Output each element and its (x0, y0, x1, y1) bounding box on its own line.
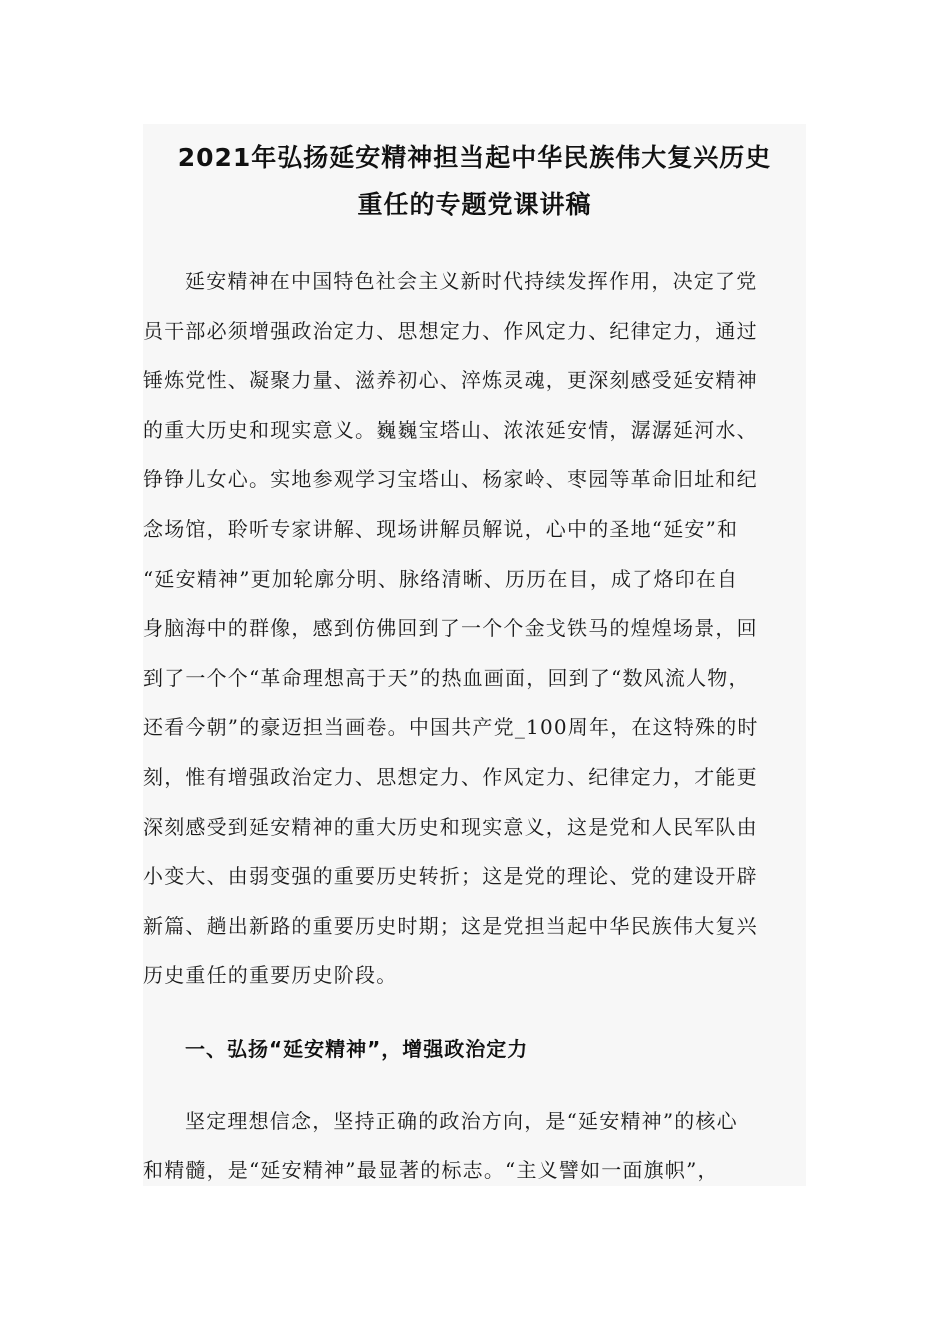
paragraph-line: 新篇、趟出新路的重要历史时期；这是党担当起中华民族伟大复兴 (143, 913, 758, 938)
paragraph-section-1 (143, 1097, 806, 1187)
paragraph-intro (143, 257, 806, 1001)
paragraph-line: 员干部必须增强政治定力、思想定力、作风定力、纪律定力，通过 (143, 318, 758, 343)
title-line-2: 重任的专题党课讲稿 (357, 190, 592, 219)
paragraph-line: 深刻感受到延安精神的重大历史和现实意义，这是党和人民军队由 (143, 814, 758, 839)
paragraph-line: 延安精神在中国特色社会主义新时代持续发挥作用，决定了党 (185, 269, 758, 293)
paragraph-line: 锤炼党性、凝聚力量、滋养初心、淬炼灵魂，更深刻感受延安精神 (143, 368, 758, 393)
paragraph-line: 刻，惟有增强政治定力、思想定力、作风定力、纪律定力，才能更 (143, 764, 758, 789)
paragraph-line: 念场馆，聆听专家讲解、现场讲解员解说，心中的圣地“延安”和 (143, 516, 739, 541)
paragraph-line: 还看今朝”的豪迈担当画卷。中国共产党_100周年，在这特殊的时 (143, 715, 759, 740)
paragraph-line: 铮铮儿女心。实地参观学习宝塔山、杨家岭、枣园等革命旧址和纪 (143, 467, 758, 492)
paragraph-line: 和精髓，是“延安精神”最显著的标志。“主义譬如一面旗帜”， (143, 1158, 719, 1183)
paragraph-line: “延安精神”更加轮廓分明、脉络清晰、历历在目，成了烙印在自 (143, 566, 739, 591)
paragraph-line: 小变大、由弱变强的重要历史转折；这是党的理论、党的建设开辟 (143, 864, 758, 889)
paragraph-line: 坚定理想信念，坚持正确的政治方向，是“延安精神”的核心 (185, 1108, 738, 1133)
title-line-1: 2021年弘扬延安精神担当起中华民族伟大复兴历史 (177, 143, 772, 172)
document-title (143, 124, 806, 228)
section-heading-1: 一、弘扬“延安精神”，增强政治定力 (185, 1036, 529, 1061)
paragraph-line: 历史重任的重要历史阶段。 (143, 963, 398, 988)
paragraph-line: 身脑海中的群像，感到仿佛回到了一个个金戈铁马的煌煌场景，回 (143, 616, 758, 641)
document-page (143, 124, 806, 1186)
paragraph-line: 到了一个个“革命理想高于天”的热血画面，回到了“数风流人物， (143, 665, 750, 690)
paragraph-line: 的重大历史和现实意义。巍巍宝塔山、浓浓延安情，潺潺延河水、 (143, 417, 758, 442)
